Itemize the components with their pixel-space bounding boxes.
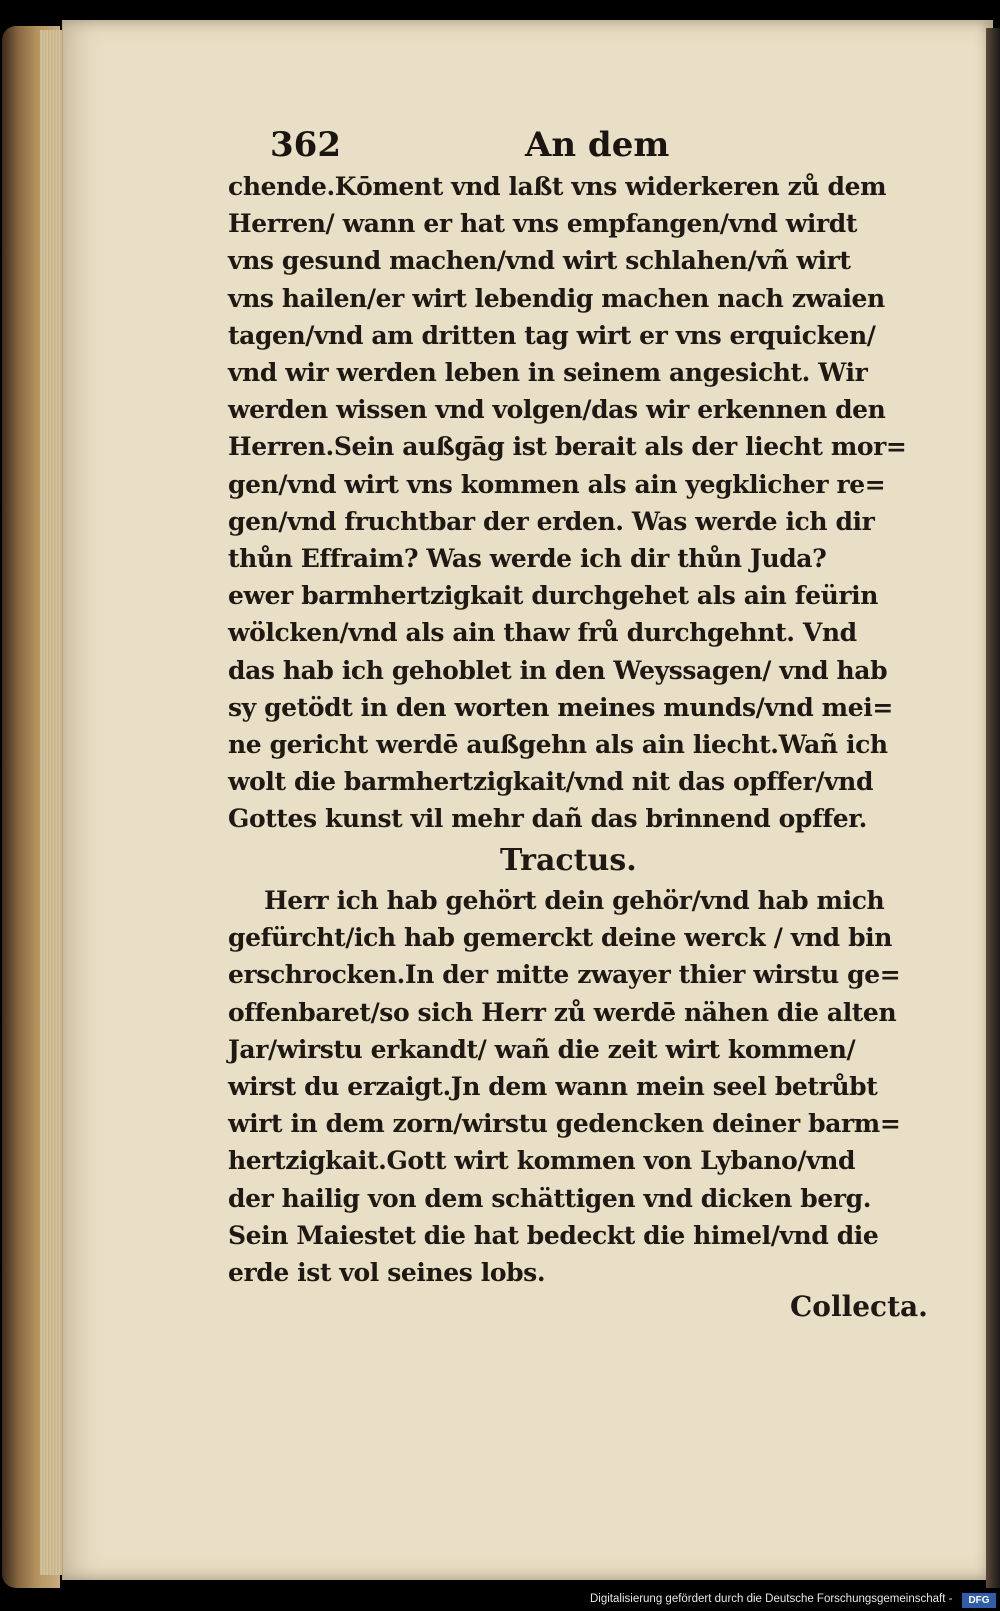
text-line: vns gesund machen/vnd wirt schlahen/vñ wirt bbox=[228, 246, 851, 276]
text-line: das hab ich gehoblet in den Weyssagen/ vnd hab bbox=[228, 655, 888, 685]
tractus-text-block bbox=[228, 882, 948, 1291]
text-line: tagen/vnd am dritten tag wirt er vns erquicken/ bbox=[228, 320, 876, 350]
text-line: vns hailen/er wirt lebendig machen nach zwaien bbox=[228, 283, 885, 313]
text-line: chende.Kōment vnd laßt vns widerkeren zů dem bbox=[228, 172, 887, 201]
text-line: sy getödt in den worten meines munds/vnd mei= bbox=[228, 692, 893, 722]
text-line: offenbaret/so sich Herr zů werdē nähen die alten bbox=[228, 997, 897, 1027]
text-line: der hailig von dem schättigen vnd dicken berg. bbox=[228, 1183, 872, 1213]
text-line: vnd wir werden leben in seinem angesicht. Wir bbox=[228, 358, 868, 388]
text-line: Herr ich hab gehört dein gehör/vnd hab mich bbox=[264, 886, 885, 915]
text-line: werden wissen vnd volgen/das wir erkennen den bbox=[228, 395, 886, 425]
text-line: erschrocken.In der mitte zwayer thier wirstu ge= bbox=[228, 960, 901, 990]
text-line: Herren/ wann er hat vns empfangen/vnd wirdt bbox=[228, 209, 858, 239]
running-head: An dem bbox=[525, 125, 670, 165]
page-right-shadow bbox=[986, 28, 1000, 1588]
page-number: 362 bbox=[270, 125, 341, 165]
text-line: thůn Effraim? Was werde ich dir thůn Juda? bbox=[228, 544, 827, 574]
text-line: wirst du erzaigt.Jn dem wann mein seel betrůbt bbox=[228, 1072, 878, 1102]
text-line: erde ist vol seines lobs. bbox=[228, 1258, 546, 1288]
text-line: ewer barmhertzigkait durchgehet als ain feürin bbox=[228, 581, 879, 611]
text-line: Sein Maiestet die hat bedeckt die himel/vnd die bbox=[228, 1220, 879, 1250]
digitization-footer bbox=[590, 1592, 1000, 1611]
main-text-block bbox=[228, 168, 948, 838]
dfg-logo-icon: DFG bbox=[962, 1593, 996, 1608]
text-line: Herren.Sein außgāg ist berait als der liecht mor= bbox=[228, 432, 907, 462]
catchword: Collecta. bbox=[790, 1290, 928, 1323]
text-line: Gottes kunst vil mehr dañ das brinnend opffer. bbox=[228, 804, 867, 834]
text-line: gefürcht/ich hab gemerckt deine werck / vnd bin bbox=[228, 923, 893, 953]
footer-credit: Digitalisierung gefördert durch die Deutsche Forschungsgemeinschaft - bbox=[590, 1593, 953, 1605]
text-line: wolt die barmhertzigkait/vnd nit das opffer/vnd bbox=[228, 767, 874, 797]
text-line: Jar/wirstu erkandt/ wañ die zeit wirt kommen/ bbox=[228, 1034, 856, 1064]
text-line: wirt in dem zorn/wirstu gedencken deiner barm= bbox=[228, 1109, 901, 1139]
text-line: wölcken/vnd als ain thaw frů durchgehnt. Vnd bbox=[228, 618, 857, 648]
text-line: ne gericht werdē außgehn als ain liecht.Wañ ich bbox=[228, 730, 888, 760]
text-line: gen/vnd wirt vns kommen als ain yegklicher re= bbox=[228, 469, 886, 499]
text-line: gen/vnd fruchtbar der erden. Was werde ich dir bbox=[228, 506, 875, 536]
section-heading-tractus: Tractus. bbox=[500, 843, 637, 878]
text-line: hertzigkait.Gott wirt kommen von Lybano/vnd bbox=[228, 1146, 856, 1176]
